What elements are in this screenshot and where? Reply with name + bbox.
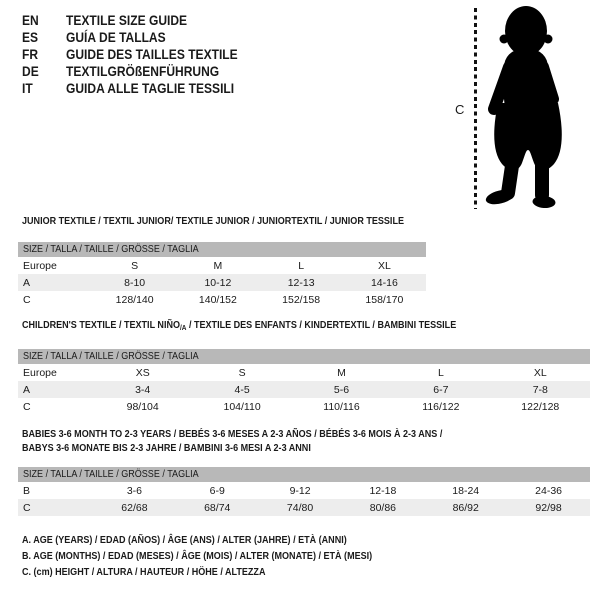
language-title-text: GUIDE DES TAILLES TEXTILE bbox=[66, 46, 238, 62]
value-cell: L bbox=[298, 259, 305, 272]
language-code bbox=[22, 80, 66, 97]
value-cell: 92/98 bbox=[535, 501, 562, 514]
row-label-cell: C bbox=[23, 293, 31, 306]
language-row bbox=[22, 46, 266, 63]
footnote-text: B. AGE (MONTHS) / EDAD (MESES) / ÂGE (MOIS) / ALTER (MONATE) / ETÀ (MESI) bbox=[22, 550, 373, 562]
language-title bbox=[66, 80, 261, 97]
language-row bbox=[22, 63, 266, 80]
footnote-line bbox=[22, 532, 429, 548]
value-cell: 4-5 bbox=[234, 383, 250, 396]
size-table-header bbox=[18, 467, 590, 482]
value-cell: 14-16 bbox=[370, 276, 398, 289]
row-label-cell: C bbox=[23, 501, 31, 514]
value-cell: 86/92 bbox=[452, 501, 479, 514]
value-cell: 7-8 bbox=[532, 383, 548, 396]
footnote-line bbox=[22, 548, 429, 564]
size-table bbox=[18, 482, 590, 516]
row-label-cell: Europe bbox=[23, 366, 57, 379]
size-table-header-text: SIZE / TALLA / TAILLE / GRÖSSE / TAGLIA bbox=[23, 243, 199, 255]
value-cell: XL bbox=[377, 259, 391, 272]
section-title bbox=[18, 427, 590, 455]
language-code-text: FR bbox=[22, 46, 39, 62]
row-label-cell: B bbox=[23, 484, 31, 497]
size-table-header bbox=[18, 242, 426, 257]
language-title bbox=[66, 12, 207, 29]
language-code-text: EN bbox=[22, 12, 39, 28]
value-cell: S bbox=[238, 366, 246, 379]
footnote-text: C. (cm) HEIGHT / ALTURA / HAUTEUR / HÖHE / ALTEZZA bbox=[22, 566, 266, 578]
row-label-cell: A bbox=[23, 383, 31, 396]
section-title-line: BABYS 3-6 MONATE BIS 2-3 JAHRE / BAMBINI 3-6 MESI A 2-3 ANNI bbox=[22, 442, 311, 454]
language-code bbox=[22, 12, 66, 29]
height-measure-dashed-line bbox=[474, 8, 477, 209]
section-title-text bbox=[22, 427, 442, 455]
figure-area bbox=[440, 0, 600, 222]
value-cell: 6-7 bbox=[433, 383, 449, 396]
value-cell: S bbox=[131, 259, 139, 272]
size-table-header bbox=[18, 349, 590, 364]
section-title bbox=[18, 318, 590, 335]
value-cell: 10-12 bbox=[204, 276, 232, 289]
language-title-text: TEXTILGRÖßENFÜHRUNG bbox=[66, 63, 220, 79]
section-title-pre: CHILDREN'S TEXTILE / TEXTIL NIÑO bbox=[22, 319, 181, 331]
value-cell: M bbox=[213, 259, 223, 272]
size-section-1 bbox=[18, 214, 426, 308]
value-cell: 104/110 bbox=[223, 400, 261, 413]
value-cell: 68/74 bbox=[204, 501, 231, 514]
section-title-line: BABIES 3-6 MONTH TO 2-3 YEARS / BEBÉS 3-6 MESES A 2-3 AÑOS / BÉBÉS 3-6 MOIS À 2-3 ANS / bbox=[22, 428, 443, 440]
table-row bbox=[18, 381, 590, 398]
table-row bbox=[18, 291, 426, 308]
language-code-text: ES bbox=[22, 29, 39, 45]
value-cell: 128/140 bbox=[115, 293, 154, 306]
language-header bbox=[22, 12, 266, 97]
value-cell: M bbox=[337, 366, 346, 379]
section-title bbox=[18, 214, 426, 228]
language-title bbox=[66, 29, 182, 46]
language-code bbox=[22, 63, 66, 80]
language-row bbox=[22, 29, 266, 46]
language-title-text: GUÍA DE TALLAS bbox=[66, 29, 166, 45]
section-title-subscript: /A bbox=[180, 323, 187, 332]
size-table-header-text: SIZE / TALLA / TAILLE / GRÖSSE / TAGLIA bbox=[23, 468, 199, 480]
language-code-text: DE bbox=[22, 63, 39, 79]
value-cell: 98/104 bbox=[126, 400, 159, 413]
value-cell: 158/170 bbox=[365, 293, 404, 306]
row-label-cell: A bbox=[23, 276, 31, 289]
value-cell: 110/116 bbox=[323, 400, 360, 413]
value-cell: 80/86 bbox=[369, 501, 397, 514]
value-cell: XL bbox=[533, 366, 547, 379]
footnote-line bbox=[22, 564, 429, 580]
language-code-text: IT bbox=[22, 80, 33, 96]
value-cell: XS bbox=[135, 366, 150, 379]
value-cell: 18-24 bbox=[452, 484, 480, 497]
measurement-legend bbox=[22, 532, 429, 580]
footnote-text: A. AGE (YEARS) / EDAD (AÑOS) / ÂGE (ANS) / ALTER (JAHRE) / ETÀ (ANNI) bbox=[22, 534, 347, 546]
language-row bbox=[22, 80, 266, 97]
language-row bbox=[22, 12, 266, 29]
section-title-post: / TEXTILE DES ENFANTS / KINDERTEXTIL / BAMBINI TESSILE bbox=[186, 319, 457, 331]
value-cell: 6-9 bbox=[209, 484, 225, 497]
language-title-text: TEXTILE SIZE GUIDE bbox=[66, 12, 188, 28]
table-row bbox=[18, 274, 426, 291]
table-row bbox=[18, 482, 590, 499]
value-cell: 24-36 bbox=[535, 484, 562, 497]
table-row bbox=[18, 364, 590, 381]
value-cell: 3-4 bbox=[135, 383, 151, 396]
language-title bbox=[66, 63, 244, 80]
value-cell: 116/122 bbox=[422, 400, 460, 413]
value-cell: L bbox=[437, 366, 444, 379]
section-title-text bbox=[22, 318, 456, 335]
value-cell: 122/128 bbox=[521, 400, 560, 413]
size-table bbox=[18, 257, 426, 308]
size-section-3 bbox=[18, 427, 590, 516]
size-section-2 bbox=[18, 318, 590, 415]
table-row bbox=[18, 398, 590, 415]
language-code bbox=[22, 46, 66, 63]
language-code bbox=[22, 29, 66, 46]
toddler-silhouette-icon bbox=[482, 3, 574, 211]
value-cell: 3-6 bbox=[126, 484, 142, 497]
row-label-cell: C bbox=[23, 400, 31, 413]
language-title bbox=[66, 46, 266, 63]
language-title-text: GUIDA ALLE TAGLIE TESSILI bbox=[66, 80, 235, 96]
value-cell: 5-6 bbox=[333, 383, 350, 396]
value-cell: 152/158 bbox=[282, 293, 321, 306]
value-cell: 9-12 bbox=[289, 484, 311, 497]
value-cell: 8-10 bbox=[124, 276, 146, 289]
size-table bbox=[18, 364, 590, 415]
height-measure-label: C bbox=[455, 102, 465, 117]
value-cell: 140/152 bbox=[198, 293, 237, 306]
size-table-header-text: SIZE / TALLA / TAILLE / GRÖSSE / TAGLIA bbox=[23, 350, 199, 362]
value-cell: 62/68 bbox=[121, 501, 148, 514]
value-cell: 12-18 bbox=[369, 484, 397, 497]
table-row bbox=[18, 499, 590, 516]
table-row bbox=[18, 257, 426, 274]
section-title-text: JUNIOR TEXTILE / TEXTIL JUNIOR/ TEXTILE JUNIOR / JUNIORTEXTIL / JUNIOR TESSILE bbox=[22, 215, 404, 227]
value-cell: 74/80 bbox=[286, 501, 314, 514]
row-label-cell: Europe bbox=[23, 259, 57, 272]
value-cell: 12-13 bbox=[287, 276, 315, 289]
